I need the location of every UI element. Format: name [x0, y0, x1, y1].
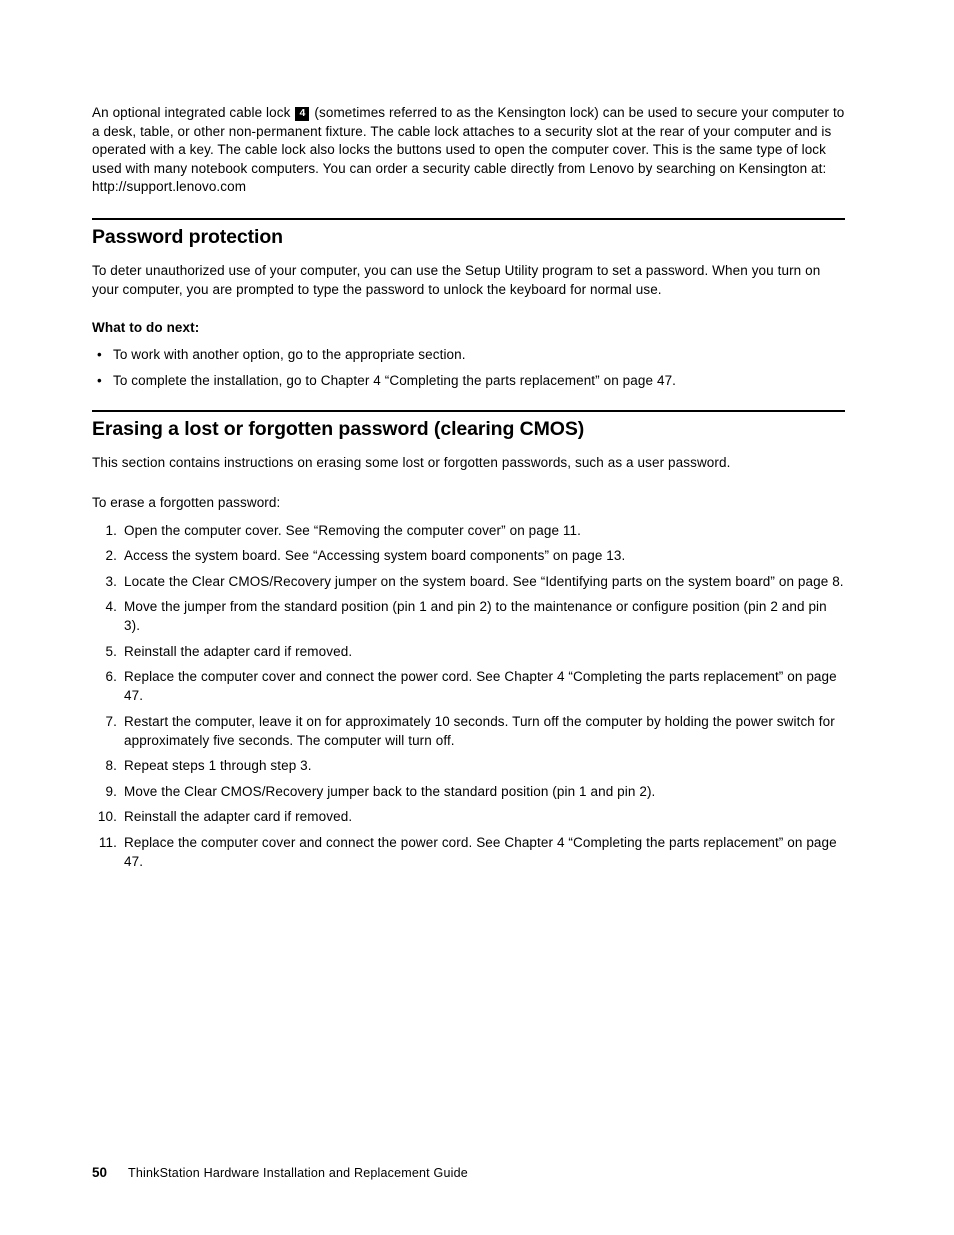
list-item	[92, 572, 845, 591]
list-item	[92, 782, 845, 801]
step-text: Reinstall the adapter card if removed.	[124, 809, 353, 825]
list-item	[92, 833, 845, 871]
cmos-section-body: This section contains instructions on erasing some lost or forgotten passwords, such as a user password.	[92, 454, 731, 470]
numbered-step-list	[92, 521, 845, 871]
step-text: Move the Clear CMOS/Recovery jumper back to the standard position (pin 1 and pin 2).	[124, 783, 656, 799]
step-number: 1.	[105, 522, 117, 538]
step-text: Replace the computer cover and connect the power cord. See Chapter 4 “Completing the parts replacement” on page 47.	[124, 669, 837, 704]
list-item	[92, 756, 845, 775]
step-number: 9.	[105, 783, 117, 799]
bullet-icon: •	[97, 346, 102, 362]
section-heading-erasing-password: Erasing a lost or forgotten password (clearing CMOS)	[92, 417, 585, 440]
intro-paragraph	[92, 104, 845, 197]
callout-4-badge: 4	[295, 107, 309, 121]
intro-text-before: An optional integrated cable lock	[92, 105, 291, 120]
page-footer	[92, 1165, 468, 1180]
step-text: Locate the Clear CMOS/Recovery jumper on the system board. See “Identifying parts on the system board” on page 8.	[124, 573, 844, 589]
step-number: 11.	[98, 834, 117, 850]
bullet-icon: •	[97, 372, 102, 388]
step-text: Replace the computer cover and connect the power cord. See Chapter 4 “Completing the parts replacement” on page 47.	[124, 834, 837, 869]
step-text: Open the computer cover. See “Removing the computer cover” on page 11.	[124, 522, 581, 538]
password-section-body: To deter unauthorized use of your computer, you can use the Setup Utility program to set a password. When you turn on your computer, you are prompted to type the password to unlock the keyboard for normal use.	[92, 262, 821, 297]
bullet-list	[92, 345, 845, 390]
list-item	[92, 667, 845, 705]
list-item-text: To complete the installation, go to Chapter 4 “Completing the parts replacement” on page 47.	[113, 372, 677, 388]
step-number: 5.	[105, 643, 117, 659]
step-number: 4.	[105, 599, 117, 615]
section-divider	[92, 410, 845, 412]
what-to-do-next-heading: What to do next:	[92, 320, 200, 336]
list-item	[92, 521, 845, 540]
step-number: 3.	[105, 573, 117, 589]
list-item	[92, 642, 845, 661]
list-item	[92, 345, 845, 364]
step-text: Restart the computer, leave it on for approximately 10 seconds. Turn off the computer by holding the power switch for approximately five seconds. The computer will turn off.	[124, 713, 835, 748]
step-text: Repeat steps 1 through step 3.	[124, 758, 312, 774]
step-number: 8.	[105, 758, 117, 774]
step-number: 10.	[97, 809, 117, 825]
step-text: Reinstall the adapter card if removed.	[124, 643, 353, 659]
support-url[interactable]: http://support.lenovo.com	[92, 179, 247, 195]
footer-title: ThinkStation Hardware Installation and Replacement Guide	[128, 1166, 468, 1180]
list-item	[92, 712, 845, 750]
page-number: 50	[92, 1165, 108, 1180]
list-item	[92, 807, 845, 826]
section-divider	[92, 218, 845, 220]
steps-lead-text: To erase a forgotten password:	[92, 495, 281, 511]
step-text: Access the system board. See “Accessing system board components” on page 13.	[124, 548, 626, 564]
list-item	[92, 546, 845, 565]
list-item	[92, 597, 845, 635]
step-number: 2.	[105, 548, 117, 564]
intro-text-after: (sometimes referred to as the Kensington lock) can be used to secure your computer to a desk, table, or other non-permanent fixture. The cable lock attaches to a security slot at the rear of your computer and is operated with a key. The cable lock also locks the buttons used to open the computer cover. This is the same type of lock used with many notebook computers. You can order a security cable directly from Lenovo by searching on Kensington at:	[92, 105, 845, 176]
step-text: Move the jumper from the standard position (pin 1 and pin 2) to the maintenance or configure position (pin 2 and pin 3).	[124, 599, 827, 634]
section-heading-password-protection: Password protection	[92, 225, 283, 248]
step-number: 6.	[105, 669, 117, 685]
list-item	[92, 371, 845, 390]
step-number: 7.	[105, 713, 117, 729]
list-item-text: To work with another option, go to the appropriate section.	[113, 346, 466, 362]
